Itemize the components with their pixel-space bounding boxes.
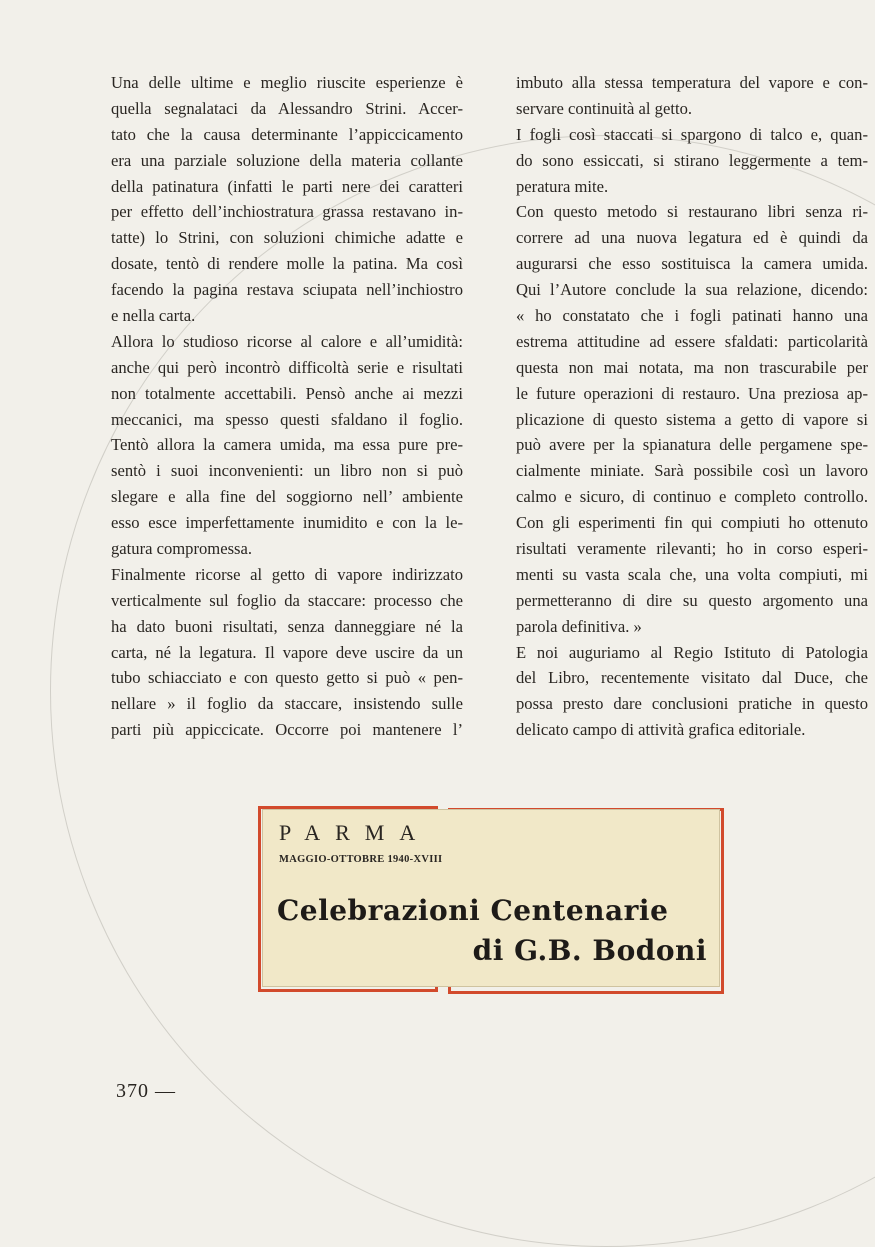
text-line: del Libro, recentemente visitato dal Duce, che — [516, 668, 868, 688]
text-line: Allora lo studioso ricorse al calore e all’umidità: — [111, 331, 463, 351]
text-line: I fogli così staccati si spargono di talco e, quan- — [516, 124, 868, 144]
text-line: Tentò allora la camera umida, ma essa pure pre- — [111, 435, 463, 455]
text-line: può avere per la spianatura delle pergamene spe- — [516, 435, 868, 455]
text-line: Una delle ultime e meglio riuscite esperienze è — [111, 73, 463, 92]
text-line: possa presto dare conclusioni pratiche in questo — [516, 694, 868, 714]
text-line: verticalmente sul foglio da staccare: processo che — [111, 590, 463, 610]
text-line: augurarsi che esso sostituisca la camera umida. — [516, 254, 868, 274]
text-line: e nella carta. — [111, 306, 196, 326]
text-line: servare continuità al getto. — [516, 98, 693, 118]
text-line: anche qui però incontrò difficoltà serie e risultati — [111, 357, 463, 377]
text-line: dosate, tentò di rendere molle la patina. Ma così — [111, 254, 463, 274]
text-line: sentò i suoi inconvenienti: un libro non si può — [111, 461, 463, 481]
text-line: tatte) lo Strini, con soluzioni chimiche adatte e — [111, 228, 463, 248]
text-line: non totalmente accettabili. Pensò anche ai mezzi — [111, 383, 463, 403]
text-line: meccanici, ma spesso questi sfaldano il foglio. — [111, 409, 463, 429]
text-line: delicato campo di attività grafica editoriale. — [516, 720, 806, 740]
text-line: Con questo metodo si restaurano libri senza ri- — [516, 202, 868, 222]
ad-dates: MAGGIO-OTTOBRE 1940-XVIII — [279, 854, 443, 865]
text-line: ha dato buoni risultati, senza danneggiare né la — [111, 616, 463, 636]
text-line: gatura compromessa. — [111, 539, 252, 559]
left-text-column — [111, 70, 463, 743]
text-line: calmo e sicuro, di continuo e completo controllo. — [516, 487, 868, 507]
ad-title-line-1: Celebrazioni Centenarie — [277, 894, 669, 927]
text-line: tubo schiacciato e con questo getto si può « pen- — [111, 668, 463, 688]
text-line: era una parziale soluzione della materia collante — [111, 150, 463, 170]
text-line: plicazione di questo sistema a getto di vapore si — [516, 409, 868, 429]
page-number: 370 — — [116, 1080, 176, 1102]
advertisement-bodoni — [258, 806, 724, 994]
text-line: imbuto alla stessa temperatura del vapore e con- — [516, 73, 868, 92]
text-line: della patinatura (infatti le parti nere dei caratteri — [111, 176, 463, 196]
text-line: menti su vasta scala che, una volta compiuti, mi — [516, 564, 868, 584]
right-text-column — [516, 70, 868, 743]
text-line: E noi auguriamo al Regio Istituto di Patologia — [516, 642, 868, 662]
text-line: peratura mite. — [516, 176, 609, 196]
text-line: parola definitiva. » — [516, 616, 642, 636]
text-line: parti più appiccicate. Occorre poi mantenere l’ — [111, 720, 463, 740]
text-line: Qui l’Autore conclude la sua relazione, dicendo: — [516, 280, 868, 300]
text-line: esso esce imperfettamente inumidito e con la le- — [111, 513, 463, 533]
text-line: nellare » il foglio da staccare, insistendo sulle — [111, 694, 463, 714]
text-line: risultati veramente rilevanti; ho in corso esperi- — [516, 539, 868, 559]
text-line: correre ad una nuova legatura ed è quindi da — [516, 228, 868, 248]
text-line: slegare e alla fine del soggiorno nell’ ambiente — [111, 487, 463, 507]
text-line: facendo la pagina restava sciupata nell’inchiostro — [111, 280, 463, 300]
ad-city: PARMA — [279, 820, 431, 845]
text-line: le future operazioni di restauro. Una preziosa ap- — [516, 383, 868, 403]
text-line: tato che la causa determinante l’appiccicamento — [111, 124, 463, 144]
ad-title-line-2: di G.B. Bodoni — [472, 934, 707, 967]
text-line: cialmente miniate. Sarà possibile così un lavoro — [516, 461, 868, 481]
text-line: per effetto dell’inchiostratura grassa restavano in- — [111, 202, 463, 222]
text-line: Con gli esperimenti fin qui compiuti ho ottenuto — [516, 513, 868, 533]
ad-card — [262, 809, 720, 987]
text-line: do sono essiccati, si stirano leggermente a tem- — [516, 150, 868, 170]
text-line: estrema attitudine ad essere sfaldati: particolarità — [516, 331, 868, 351]
text-line: quella segnalataci da Alessandro Strini. Accer- — [111, 98, 463, 118]
text-line: permetteranno di dire su questo argomento una — [516, 590, 868, 610]
text-line: questa non mai notata, ma non trascurabile per — [516, 357, 868, 377]
text-line: Finalmente ricorse al getto di vapore indirizzato — [111, 564, 463, 584]
text-line: carta, né la legatura. Il vapore deve uscire da un — [111, 642, 463, 662]
text-line: « ho constatato che i fogli patinati hanno una — [516, 306, 868, 326]
